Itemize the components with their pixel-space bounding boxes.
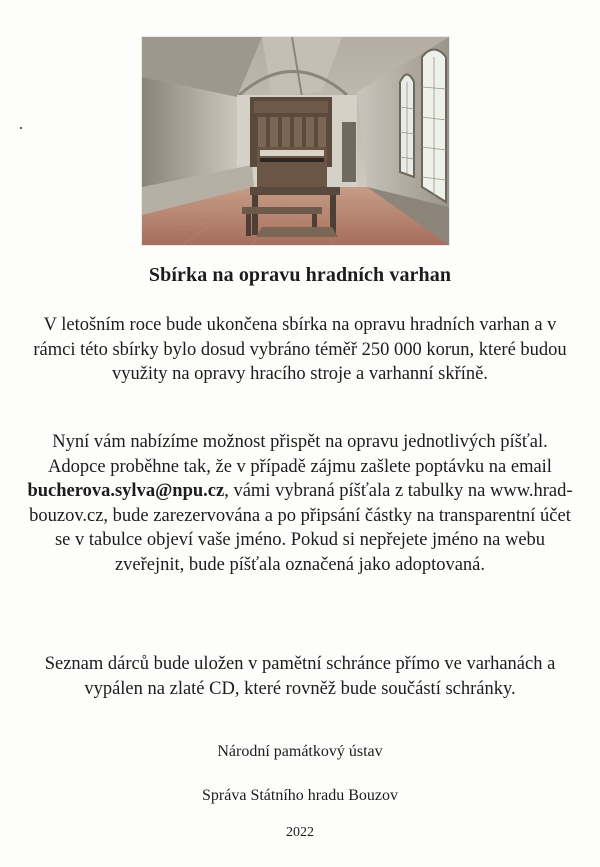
paragraph-text-before-email: Nyní vám nabízíme možnost přispět na opravu jednotlivých píšťal. Adopce proběhne tak, že v případě zájmu zašlete poptávku na email [48, 432, 552, 477]
signature-organization: Národní památkový ústav [217, 743, 383, 760]
paragraph-text-after-email: , vámi vybraná píšťala z tabulky na www.hrad-bouzov.cz, bude zarezervována a po připsání částky na transparentní účet se v tabulce objeví vaše jméno. Pokud si nepřejete jméno na webu zveřejnit, bude píšťala označená jako adoptovaná. [29, 481, 573, 575]
scan-speck [20, 127, 22, 129]
paragraph-text [25, 430, 575, 577]
paragraph-donor-list [25, 652, 575, 701]
signature-administration: Správa Státního hradu Bouzov [202, 787, 398, 804]
paragraph-pipe-adoption [25, 430, 575, 577]
paragraph-text: V letošním roce bude ukončena sbírka na opravu hradních varhan a v rámci této sbírky bylo dosud vybráno téměř 250 000 korun, které budou využity na opravy hracího stroje a varhanní skříně. [33, 315, 567, 384]
organ-photo [142, 37, 449, 245]
paragraph-text: Seznam dárců bude uložen v pamětní schránce přímo ve varhanách a vypálen na zlaté CD, které rovněž bude součástí schránky. [44, 654, 556, 699]
document-title: Sbírka na opravu hradních varhan [148, 264, 452, 286]
email-link[interactable]: bucherova.sylva@npu.cz [27, 481, 225, 501]
paragraph-collection-info [25, 313, 575, 387]
document-year: 2022 [286, 825, 314, 840]
